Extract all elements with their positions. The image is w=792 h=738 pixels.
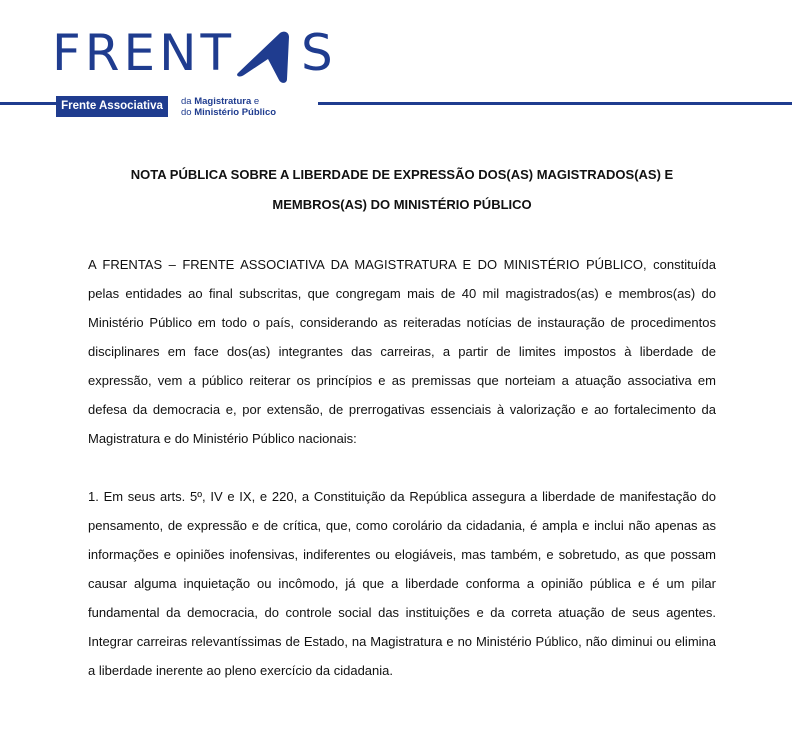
subtitle-e: e (253, 96, 260, 107)
subtitle-prefix: da (181, 96, 192, 107)
logo-letters: FRENT (52, 24, 236, 82)
header-rule-right (318, 102, 792, 105)
subtitle-ministerio-publico: Ministério Público (194, 107, 277, 118)
frentas-logo-a-mark-icon (232, 29, 298, 83)
subtitle-do: do (181, 107, 192, 118)
document-title-line-1: NOTA PÚBLICA SOBRE A LIBERDADE DE EXPRESSÃO DOS(AS) MAGISTRADOS(AS) E (130, 167, 674, 182)
brand-tagline-badge: Frente Associativa (56, 96, 168, 117)
intro-paragraph: A FRENTAS – FRENTE ASSOCIATIVA DA MAGISTRATURA E DO MINISTÉRIO PÚBLICO, constituída pelas entidades ao final subscritas, que congregam mais de 40 mil magistrados(as) e membros(as) do Ministério Público em todo o país, considerando as reiteradas notícias de instauração de procedimentos disciplinares em face dos(as) integrantes das carreiras, a partir de limites impostos à liberdade de expressão, vem a público reiterar os princípios e as premissas que norteiam a atuação associativa em defesa da democracia e, por extensão, de prerrogativas essenciais à valorização e ao fortalecimento da Magistratura e do Ministério Público nacionais: (88, 257, 716, 446)
document-title-line-2: MEMBROS(AS) DO MINISTÉRIO PÚBLICO (272, 197, 532, 212)
letterhead (0, 0, 792, 130)
item-1-paragraph: 1. Em seus arts. 5º, IV e IX, e 220, a Constituição da República assegura a liberdade de manifestação do pensamento, de expressão e de crítica, que, como corolário da cidadania, é ampla e inclui não apenas as informações e opiniões inofensivas, indiferentes ou elogiáveis, mas também, e sobretudo, as que possam causar alguma inquietação ou incômodo, já que a liberdade conforma a opinião pública e é um pilar fundamental da democracia, do controle social das instituições e da correta atuação de seus agentes. Integrar carreiras relevantíssimas de Estado, na Magistratura e no Ministério Público, não diminui ou elimina a liberdade inerente ao pleno exercício da cidadania. (88, 489, 716, 678)
document-body (88, 160, 716, 685)
header-rule-left (0, 102, 64, 105)
logo-last-letter: S (301, 24, 337, 82)
subtitle-magistratura: Magistratura (194, 96, 252, 107)
brand-subtitle (181, 96, 276, 118)
